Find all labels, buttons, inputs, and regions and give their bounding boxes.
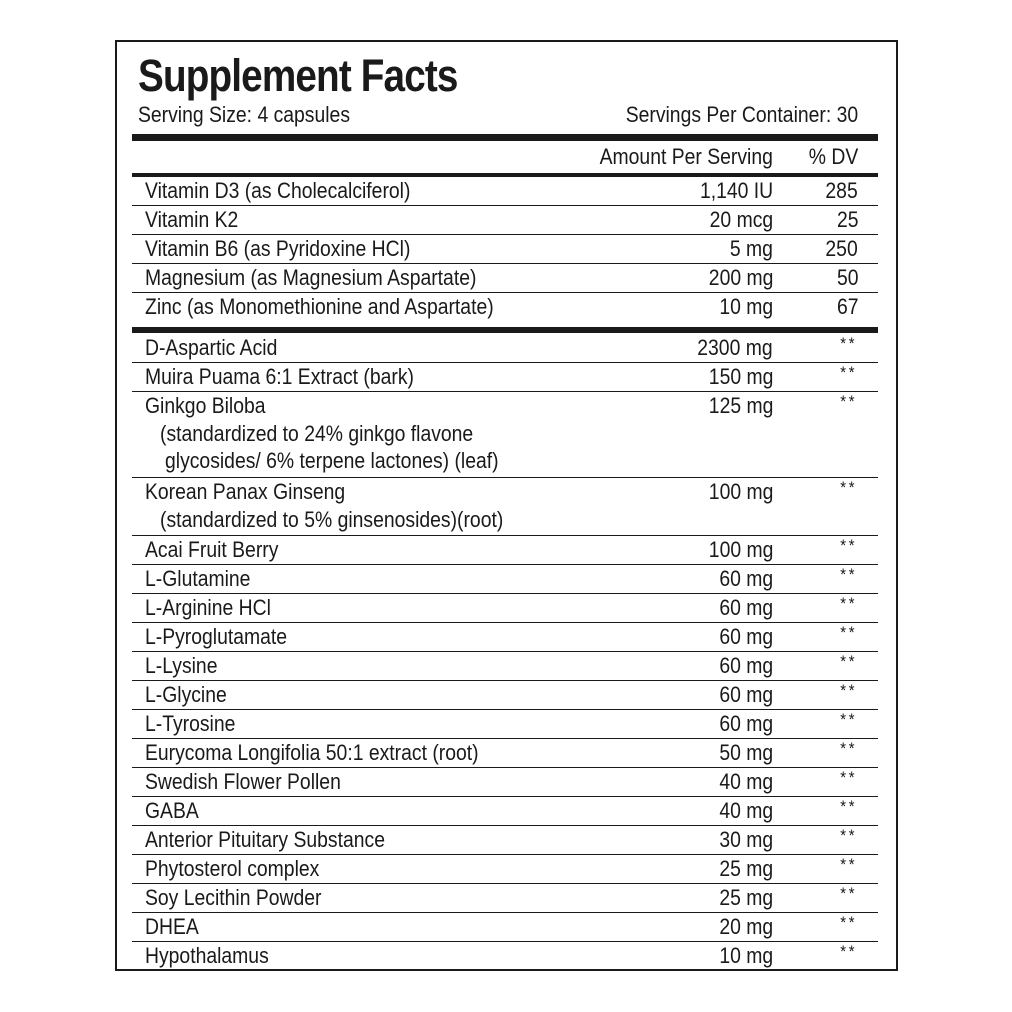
ingredient-row <box>132 536 878 565</box>
nutrient-name: Vitamin B6 (as Pyridoxine HCl) <box>145 236 411 261</box>
ingredient-name: DHEA <box>145 914 199 939</box>
ingredient-amount: 60 mg <box>719 624 773 649</box>
ingredient-amount: 10 mg <box>719 943 773 968</box>
ingredient-name: L-Tyrosine <box>145 711 236 736</box>
ingredient-dv-asterisks: ** <box>840 623 857 642</box>
ingredient-dv-asterisks: ** <box>840 363 857 382</box>
ingredient-dv-asterisks: ** <box>840 797 857 816</box>
ingredient-amount: 25 mg <box>719 856 773 881</box>
ingredient-dv-asterisks: ** <box>840 652 857 671</box>
ingredient-name: Soy Lecithin Powder <box>145 885 322 910</box>
ingredient-dv-asterisks: ** <box>840 565 857 584</box>
ingredient-name: Ginkgo Biloba <box>145 393 266 418</box>
nutrient-amount: 1,140 IU <box>699 178 773 203</box>
ingredient-name: D-Aspartic Acid <box>145 335 278 360</box>
ingredient-row <box>132 913 878 942</box>
thick-divider <box>132 134 878 141</box>
ingredient-name: Hypothalamus <box>145 943 269 968</box>
nutrient-row <box>132 235 878 264</box>
servings-per-container: Servings Per Container: 30 <box>625 102 858 127</box>
ingredient-row <box>132 942 878 971</box>
nutrient-amount: 5 mg <box>729 236 773 261</box>
nutrient-dv: 250 <box>825 236 858 261</box>
header-amount-per-serving: Amount Per Serving <box>599 144 773 169</box>
ingredient-amount: 40 mg <box>719 798 773 823</box>
ingredient-row <box>132 855 878 884</box>
ingredient-row <box>132 652 878 681</box>
ingredient-dv-asterisks: ** <box>840 913 857 932</box>
ingredient-amount: 2300 mg <box>697 335 773 360</box>
nutrient-row <box>132 264 878 293</box>
nutrient-amount: 10 mg <box>719 294 773 319</box>
ingredient-row <box>132 363 878 392</box>
ingredient-dv-asterisks: ** <box>840 334 857 353</box>
header-percent-dv: % DV <box>808 144 858 169</box>
ingredients-section <box>132 334 878 971</box>
ingredient-amount: 125 mg <box>708 393 773 418</box>
supplement-facts-panel <box>115 40 898 971</box>
ingredient-row <box>132 334 878 363</box>
nutrient-row <box>132 293 878 322</box>
ingredient-dv-asterisks: ** <box>840 884 857 903</box>
ingredient-dv-asterisks: ** <box>840 681 857 700</box>
ingredient-name: Muira Puama 6:1 Extract (bark) <box>145 364 414 389</box>
nutrient-name: Vitamin D3 (as Cholecalciferol) <box>145 178 411 203</box>
ingredient-amount: 60 mg <box>719 566 773 591</box>
ingredient-name: Phytosterol complex <box>145 856 320 881</box>
ingredient-amount: 50 mg <box>719 740 773 765</box>
ingredient-name: L-Arginine HCl <box>145 595 271 620</box>
nutrient-row <box>132 177 878 206</box>
ingredient-amount: 100 mg <box>708 479 773 504</box>
ingredient-row <box>132 565 878 594</box>
ingredient-name: L-Glycine <box>145 682 227 707</box>
ingredient-row <box>132 623 878 652</box>
section-divider <box>132 327 878 333</box>
ingredient-dv-asterisks: ** <box>840 855 857 874</box>
ingredient-name: Anterior Pituitary Substance <box>145 827 385 852</box>
ingredient-dv-asterisks: ** <box>840 710 857 729</box>
ingredient-amount: 40 mg <box>719 769 773 794</box>
ingredient-row <box>132 594 878 623</box>
ingredient-row <box>132 826 878 855</box>
ingredient-row <box>132 681 878 710</box>
ingredient-description: (standardized to 5% ginsenosides)(root) <box>160 507 504 532</box>
nutrient-dv: 67 <box>836 294 858 319</box>
ingredient-name: L-Glutamine <box>145 566 251 591</box>
ingredient-row <box>132 884 878 913</box>
ingredient-dv-asterisks: ** <box>840 768 857 787</box>
ingredient-row <box>132 478 878 536</box>
ingredient-dv-asterisks: ** <box>840 739 857 758</box>
ingredient-amount: 60 mg <box>719 653 773 678</box>
ingredient-dv-asterisks: ** <box>840 942 857 961</box>
ingredient-dv-asterisks: ** <box>840 536 857 555</box>
ingredient-row <box>132 797 878 826</box>
ingredient-row <box>132 710 878 739</box>
ingredient-name: Korean Panax Ginseng <box>145 479 346 504</box>
ingredient-row <box>132 739 878 768</box>
vitamins-section <box>132 177 878 322</box>
ingredient-description: (standardized to 24% ginkgo flavone <box>160 421 474 446</box>
ingredient-amount: 60 mg <box>719 711 773 736</box>
ingredient-row <box>132 392 878 478</box>
ingredient-name: L-Pyroglutamate <box>145 624 288 649</box>
ingredient-name: Eurycoma Longifolia 50:1 extract (root) <box>145 740 479 765</box>
nutrient-amount: 200 mg <box>708 265 773 290</box>
nutrient-name: Vitamin K2 <box>145 207 239 232</box>
nutrient-row <box>132 206 878 235</box>
ingredient-amount: 30 mg <box>719 827 773 852</box>
nutrient-dv: 285 <box>825 178 858 203</box>
nutrient-amount: 20 mcg <box>709 207 773 232</box>
serving-size: Serving Size: 4 capsules <box>138 102 350 127</box>
ingredient-dv-asterisks: ** <box>840 594 857 613</box>
ingredient-name: GABA <box>145 798 199 823</box>
nutrient-name: Magnesium (as Magnesium Aspartate) <box>145 265 477 290</box>
ingredient-description: glycosides/ 6% terpene lactones) (leaf) <box>165 448 499 473</box>
ingredient-dv-asterisks: ** <box>840 826 857 845</box>
ingredient-amount: 25 mg <box>719 885 773 910</box>
ingredient-amount: 150 mg <box>708 364 773 389</box>
nutrient-name: Zinc (as Monomethionine and Aspartate) <box>145 294 494 319</box>
nutrient-dv: 25 <box>836 207 858 232</box>
ingredient-dv-asterisks: ** <box>840 478 857 497</box>
ingredient-name: L-Lysine <box>145 653 218 678</box>
ingredient-name: Acai Fruit Berry <box>145 537 279 562</box>
ingredient-row <box>132 768 878 797</box>
ingredient-amount: 100 mg <box>708 537 773 562</box>
ingredient-amount: 60 mg <box>719 682 773 707</box>
ingredient-name: Swedish Flower Pollen <box>145 769 341 794</box>
ingredient-dv-asterisks: ** <box>840 392 857 411</box>
panel-title: Supplement Facts <box>138 50 458 101</box>
ingredient-amount: 20 mg <box>719 914 773 939</box>
nutrient-dv: 50 <box>836 265 858 290</box>
ingredient-amount: 60 mg <box>719 595 773 620</box>
